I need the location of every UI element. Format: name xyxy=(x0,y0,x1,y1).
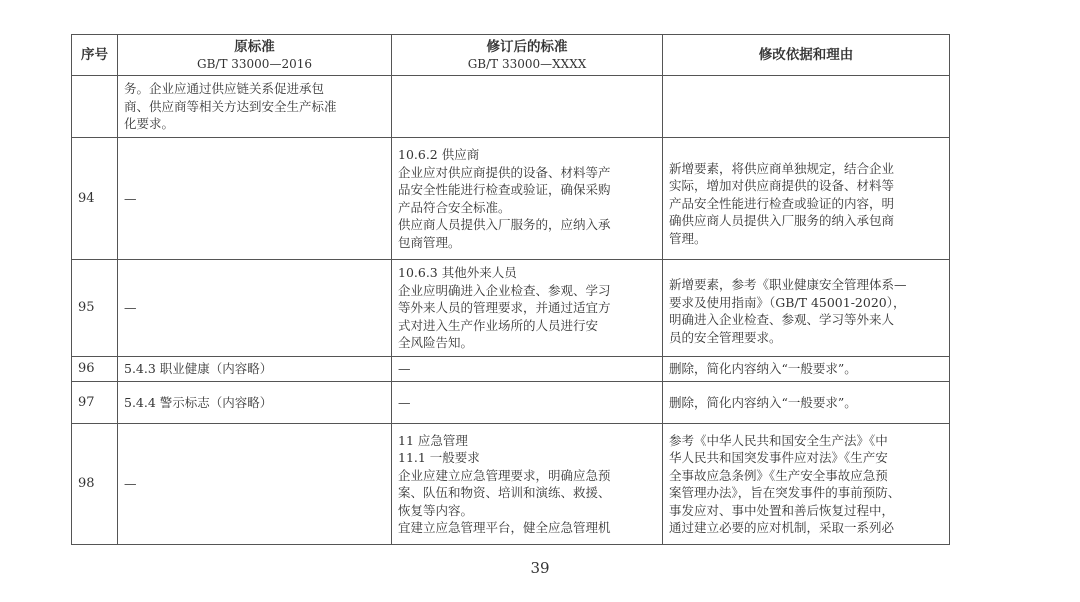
row-revised: 10.6.3 其他外来人员 企业应明确进入企业检查、参观、学习 等外来人员的管理要求，并通过适宜方 式对进入生产作业场所的人员进行安 全风险告知。 xyxy=(392,260,663,357)
row-index: 96 xyxy=(72,357,118,382)
header-original: 原标准 GB/T 33000—2016 xyxy=(118,35,392,76)
row-index: 97 xyxy=(72,382,118,424)
row-reason: 删除，简化内容纳入“一般要求”。 xyxy=(663,382,950,424)
row-original: — xyxy=(118,138,392,260)
row-reason: 新增要素，将供应商单独规定，结合企业 实际，增加对供应商提供的设备、材料等 产品安全性能进行检查或验证的内容，明 确供应商人员提供入厂服务的纳入承包商 管理。 xyxy=(663,138,950,260)
table-row xyxy=(72,382,950,424)
table-row xyxy=(72,357,950,382)
row-original: 5.4.3 职业健康（内容略） xyxy=(118,357,392,382)
row-reason: 参考《中华人民共和国安全生产法》《中 华人民共和国突发事件应对法》《生产安 全事故应急条例》《生产安全事故应急预 案管理办法》，旨在突发事件的事前预防、 事发应对、事中处置和善后恢复过程中， 通过建立必要的应对机制，采取一系列必 xyxy=(663,424,950,545)
row-original: 5.4.4 警示标志（内容略） xyxy=(118,382,392,424)
row-original: — xyxy=(118,424,392,545)
row-index: 94 xyxy=(72,138,118,260)
row-revised: — xyxy=(392,382,663,424)
row-index: 98 xyxy=(72,424,118,545)
table-row xyxy=(72,138,950,260)
header-index: 序号 xyxy=(72,35,118,76)
row-index xyxy=(72,76,118,138)
table-row xyxy=(72,424,950,545)
row-reason: 删除，简化内容纳入“一般要求”。 xyxy=(663,357,950,382)
row-reason xyxy=(663,76,950,138)
row-original: — xyxy=(118,260,392,357)
row-reason: 新增要素，参考《职业健康安全管理体系— 要求及使用指南》（GB/T 45001-2020）， 明确进入企业检查、参观、学习等外来人 员的安全管理要求。 xyxy=(663,260,950,357)
row-revised: 11 应急管理 11.1 一般要求 企业应建立应急管理要求，明确应急预 案、队伍和物资、培训和演练、救援、 恢复等内容。 宜建立应急管理平台，健全应急管理机 xyxy=(392,424,663,545)
row-index: 95 xyxy=(72,260,118,357)
header-reason: 修改依据和理由 xyxy=(663,35,950,76)
comparison-table xyxy=(71,34,950,545)
table-row xyxy=(72,260,950,357)
header-revised: 修订后的标准 GB/T 33000—XXXX xyxy=(392,35,663,76)
row-original: 务。企业应通过供应链关系促进承包 商、供应商等相关方达到安全生产标准 化要求。 xyxy=(118,76,392,138)
table-header-row xyxy=(72,35,950,76)
page-number: 39 xyxy=(530,559,550,577)
table-row xyxy=(72,76,950,138)
row-revised: 10.6.2 供应商 企业应对供应商提供的设备、材料等产 品安全性能进行检查或验证，确保采购 产品符合安全标准。 供应商人员提供入厂服务的，应纳入承 包商管理。 xyxy=(392,138,663,260)
row-revised xyxy=(392,76,663,138)
row-revised: — xyxy=(392,357,663,382)
